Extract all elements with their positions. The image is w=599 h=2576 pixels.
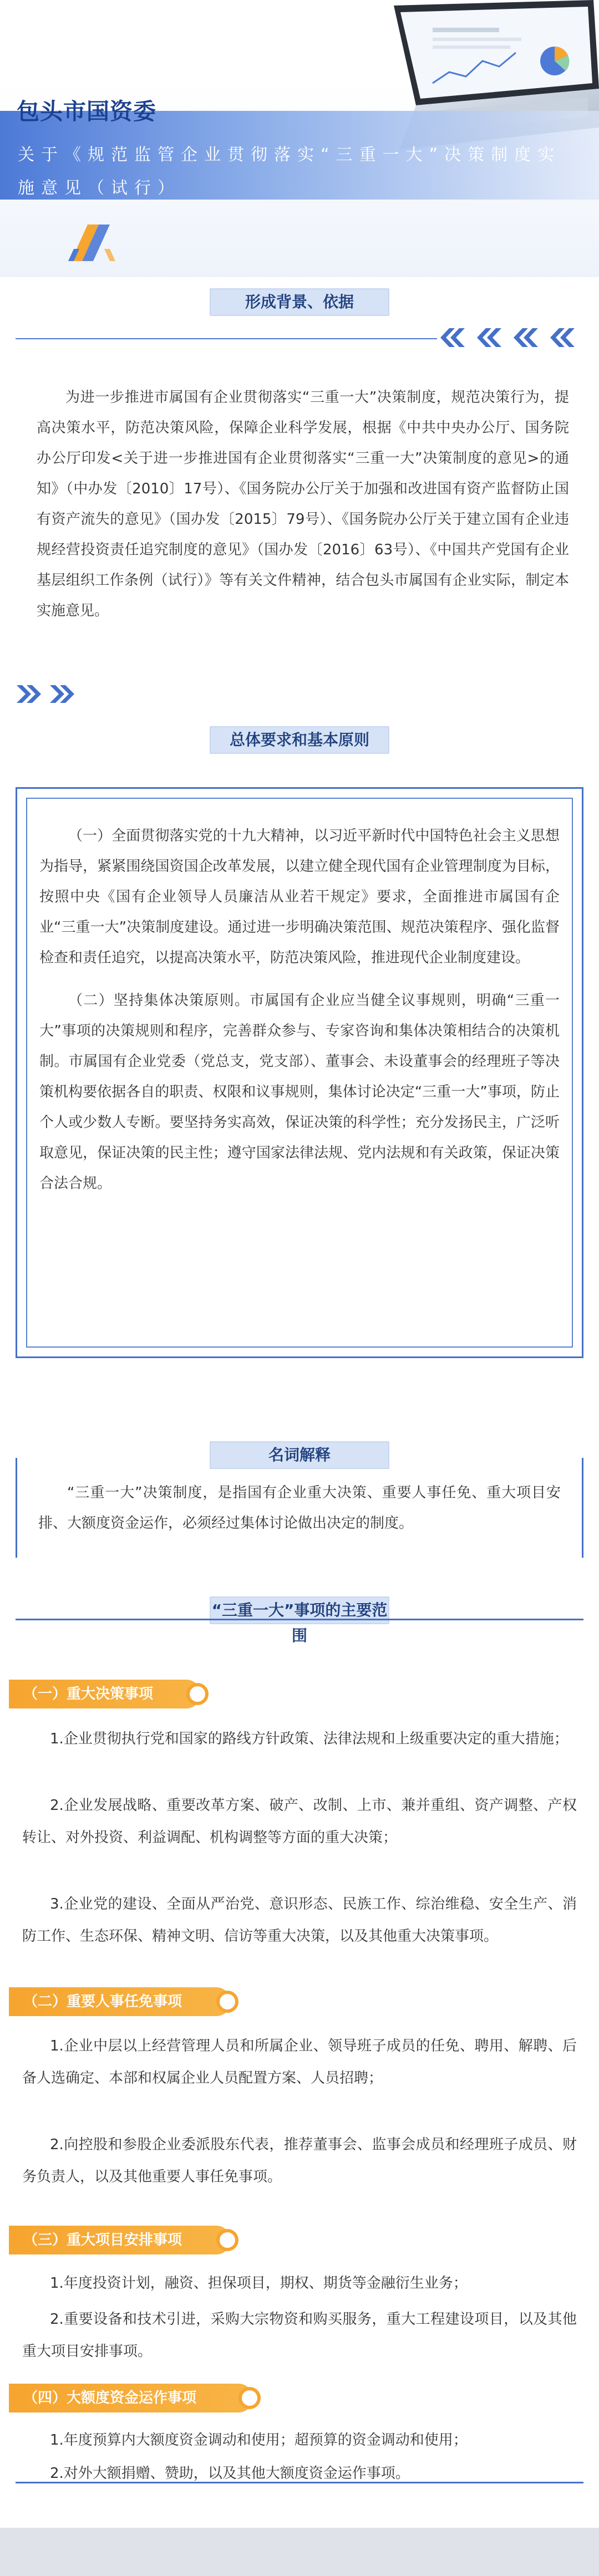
section-title: 总体要求和基本原则 bbox=[210, 726, 389, 754]
section-title: “三重一大”事项的主要范围 bbox=[210, 1596, 389, 1624]
category-major-decisions bbox=[9, 1680, 220, 1708]
background-body: 为进一步推进市属国有企业贯彻落实“三重一大”决策制度，规范决策行为，提高决策水平，防范决策风险，保障企业科学发展，根据《中共中央办公厅、国务院办公厅印发<关于进一步推进国有企业贯彻落实“三重一大”决策制度的意见>的通知》（中办发〔2010〕17号）、《国务院办公厅关于加强和改进国有资产监督防止国有资产流失的意见》（国办发〔2015〕79号）、《国务院办公厅关于建立国有企业违规经营投资责任追究制度的意见》（国办发〔2016〕63号）、《中国共产党国有企业基层组织工作条例（试行）》等有关文件精神，结合包头市属国有企业实际，制定本实施意见。 bbox=[37, 389, 569, 619]
list-item: 2.企业发展战略、重要改革方案、破产、改制、上市、兼并重组、资产调整、产权转让、对外投资、利益调配、机构调整等方面的重大决策； bbox=[22, 1797, 577, 1846]
list-item: 2.向控股和参股企业委派股东代表，推荐董事会、监事会成员和经理班子成员、财务负责人，以及其他重要人事任免事项。 bbox=[22, 2136, 577, 2185]
section-title: 名词解释 bbox=[210, 1441, 389, 1469]
category-label: （一）重大决策事项 bbox=[23, 1686, 154, 1702]
chevron-left-icon bbox=[438, 325, 588, 350]
page-title: 包头市国资委 bbox=[17, 98, 156, 125]
section-title: 形成背景、依据 bbox=[210, 288, 389, 316]
list-item: 1.企业贯彻执行党和国家的路线方针政策、法律法规和上级重要决定的重大措施； bbox=[50, 1731, 568, 1747]
section-heading-principles bbox=[0, 715, 599, 787]
list-item: 1.年度预算内大额度资金调动和使用；超预算的资金调动和使用； bbox=[50, 2432, 468, 2449]
list-item: 1.企业中层以上经营管理人员和所属企业、领导班子成员的任免、聘用、解聘、后备人选确定、本部和权属企业人员配置方案、人员招聘； bbox=[22, 2038, 577, 2087]
category-label: （三）重大项目安排事项 bbox=[23, 2232, 182, 2248]
chevron-right-icon bbox=[13, 683, 97, 705]
brand-bar-icon bbox=[17, 64, 29, 88]
principles-frame bbox=[16, 787, 583, 1358]
header-banner bbox=[0, 0, 599, 277]
principles-paragraph-2: （二）坚持集体决策原则。市属国有企业应当健全议事规则，明确“三重一大”事项的决策规则和程序，完善群众参与、专家咨询和集体决策相结合的决策机制。市属国有企业党委（党总支，党支部）、董事会、未设董事会的经理班子等决策机构要依据各自的职责、权限和议事规则，集体讨论决定“三重一大”事项，防止个人或少数人专断。要坚持务实高效，保证决策的科学性；充分发扬民主，广泛听取意见，保证决策的民主性；遵守国家法律法规、党内法规和有关政策，保证决策合法合规。 bbox=[39, 992, 560, 1192]
category-label: （二）重要人事任免事项 bbox=[23, 1993, 182, 2010]
list-item: 1.年度投资计划，融资、担保项目，期权、期货等金融衍生业务； bbox=[50, 2275, 468, 2292]
circle-icon bbox=[216, 2229, 238, 2251]
section-heading-background bbox=[0, 277, 599, 349]
terms-body: “三重一大”决策制度，是指国有企业重大决策、重要人事任免、重大项目安排、大额度资金运作，必须经过集体讨论做出决定的制度。 bbox=[38, 1485, 561, 1532]
category-large-funds bbox=[9, 2384, 270, 2412]
terms-frame bbox=[16, 1458, 583, 1558]
circle-icon bbox=[216, 1991, 238, 2013]
principles-paragraph-1: （一）全面贯彻落实党的十九大精神，以习近平新时代中国特色社会主义思想为指导，紧紧围绕国资国企改革发展，以建立健全现代国有企业管理制度为目标，按照中央《国有企业领导人员廉洁从业若干规定》要求，全面推进市属国有企业“三重一大”决策制度建设。通过进一步明确决策范围、规范决策程序、强化监督检查和责任追究，以提高决策水平，防范决策风险，推进现代企业制度建设。 bbox=[39, 828, 560, 966]
footer-band bbox=[0, 2528, 599, 2576]
list-item: 2.重要设备和技术引进，采购大宗物资和购买服务，重大工程建设项目，以及其他重大项目安排事项。 bbox=[22, 2311, 577, 2360]
category-label: （四）大额度资金运作事项 bbox=[23, 2390, 197, 2406]
list-item: 2.对外大额捐赠、赞助，以及其他大额度资金运作事项。 bbox=[50, 2465, 410, 2482]
circle-icon bbox=[238, 2387, 261, 2409]
divider bbox=[16, 338, 437, 339]
category-major-projects bbox=[9, 2226, 247, 2254]
list-item: 3.企业党的建设、全面从严治党、意识形态、民族工作、综治维稳、安全生产、消防工作、生态环保、精神文明、信访等重大决策，以及其他重大决策事项。 bbox=[22, 1896, 577, 1945]
circle-icon bbox=[186, 1683, 209, 1705]
page-subtitle: 关于《规范监管企业贯彻落实“三重一大”决策制度实施意见（试行） bbox=[18, 145, 561, 198]
logo-icon bbox=[65, 225, 115, 261]
category-personnel bbox=[9, 1987, 247, 2016]
